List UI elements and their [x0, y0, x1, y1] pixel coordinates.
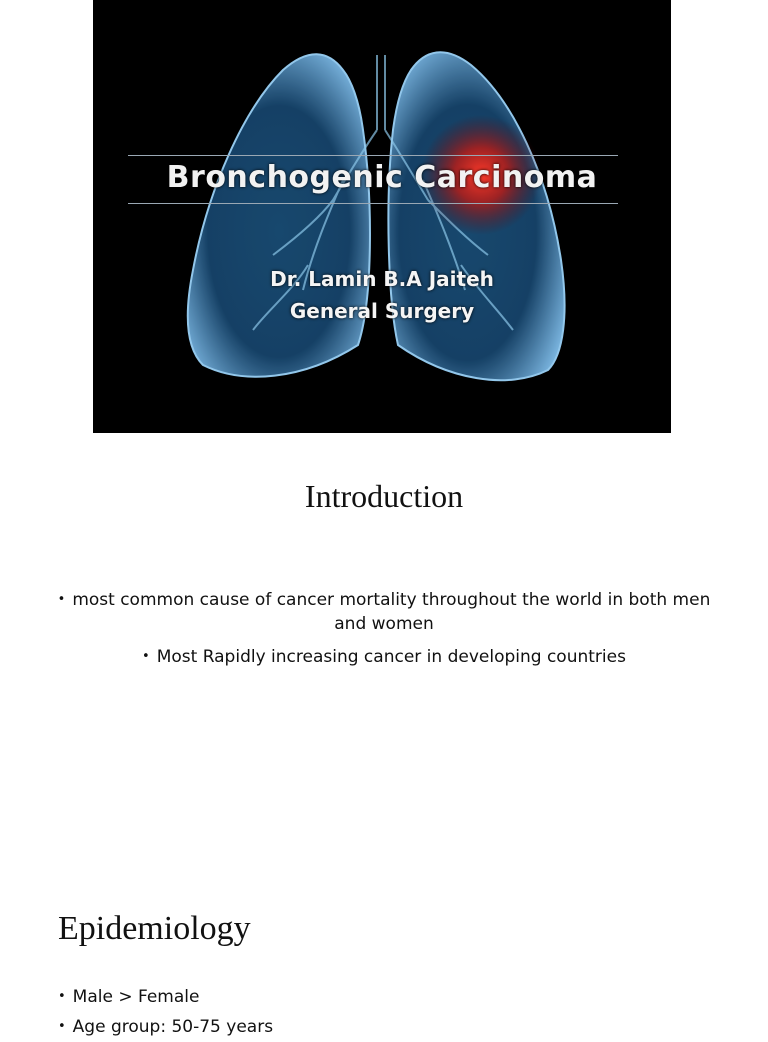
- bullet-icon: •: [58, 989, 66, 1004]
- title-rule-bottom: [128, 203, 618, 204]
- bullet-icon: •: [142, 649, 150, 664]
- author-block: [93, 263, 671, 327]
- bullet-text: Most Rapidly increasing cancer in developing countries: [156, 647, 626, 667]
- epidemiology-heading: Epidemiology: [58, 910, 251, 947]
- introduction-heading: Introduction: [304, 478, 464, 514]
- slide-title: Bronchogenic Carcinoma: [166, 160, 598, 195]
- bullet-icon: •: [57, 592, 66, 607]
- left-lung: [188, 54, 370, 376]
- author-name: Dr. Lamin B.A Jaiteh: [270, 267, 494, 291]
- bullet-text: most common cause of cancer mortality throughout the world in both men and women: [72, 590, 711, 634]
- title-rule-top: [128, 155, 618, 156]
- author-department: General Surgery: [289, 299, 475, 323]
- bullet-icon: •: [58, 1019, 66, 1034]
- lungs-illustration: [93, 0, 671, 433]
- list-item: [58, 1012, 273, 1042]
- epidemiology-bullets: [58, 982, 273, 1042]
- list-item: [50, 645, 718, 669]
- bullet-text: Male > Female: [72, 987, 200, 1007]
- bullet-text: Age group: 50-75 years: [72, 1017, 274, 1037]
- list-item: [58, 982, 273, 1012]
- title-slide: [93, 0, 671, 433]
- list-item: [50, 588, 718, 636]
- introduction-bullets: [50, 588, 718, 678]
